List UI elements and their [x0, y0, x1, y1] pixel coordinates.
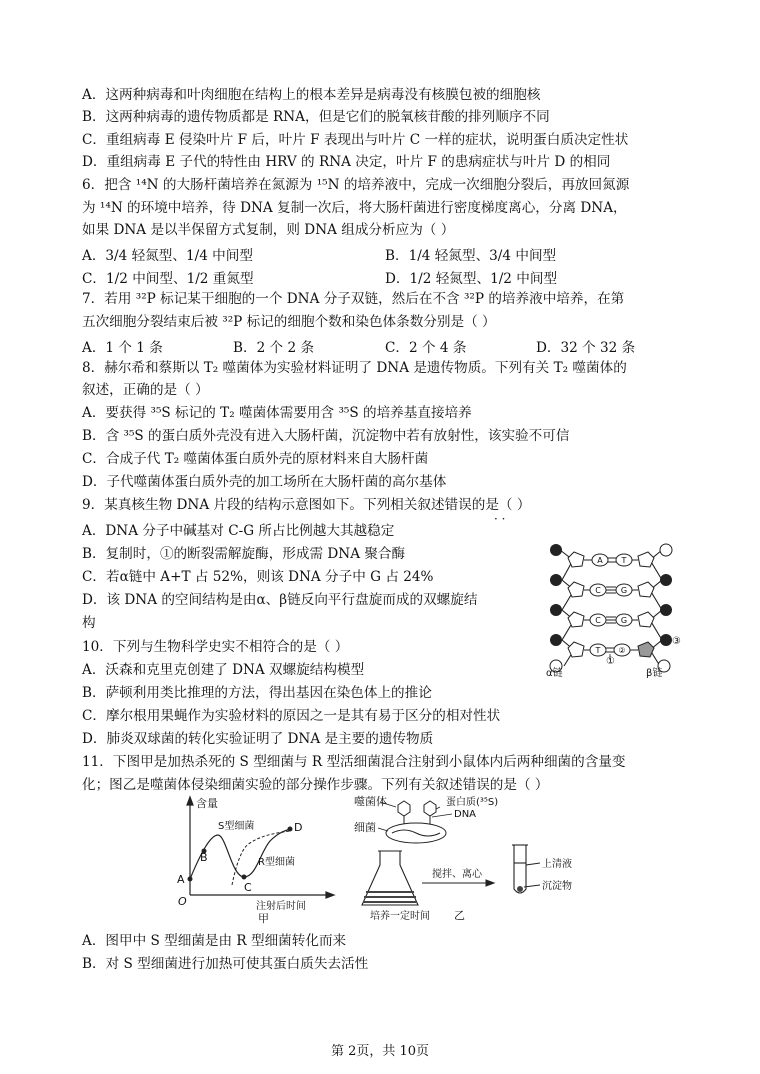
q8-stem-line2: 叙述，正确的是（ ）	[82, 382, 209, 398]
q9-option-d-line1: D．该 DNA 的空间结构是由α、β链反向平行盘旋而成的双螺旋结	[82, 592, 478, 608]
jia-ylabel: 含量	[196, 797, 218, 810]
q11-stem-line2: 化；图乙是噬菌体侵染细菌实验的部分操作步骤。下列有关叙述错误的是（ ）	[82, 777, 549, 793]
q11-option-a: A．图甲中 S 型细菌是由 R 型细菌转化而来	[82, 933, 347, 949]
label-2: ②	[618, 646, 626, 655]
q9-option-a: A．DNA 分子中碱基对 C-G 所占比例越大其越稳定	[82, 523, 395, 539]
q8-option-a: A．要获得 ³⁵S 标记的 T₂ 噬菌体需要用含 ³⁵S 的培养基直接培养	[82, 405, 472, 421]
figure-yi-phage-experiment	[340, 793, 630, 929]
q6-option-c: C．1/2 中间型、1/2 重氮型	[82, 271, 254, 287]
beta-strand-label: β链	[646, 668, 663, 679]
q8-option-d: D．子代噬菌体蛋白质外壳的加工场所在大肠杆菌的高尔基体	[82, 474, 447, 490]
base-pair-2-right: G	[620, 586, 628, 595]
jia-point-c: C	[244, 881, 252, 894]
yi-phage-label: 噬菌体	[354, 795, 387, 808]
yi-protein-label: 蛋白质(³⁵S)	[446, 797, 499, 808]
page-footer: 第 2页，共 10页	[330, 1044, 430, 1059]
q11-stem-line1: 11．下图甲是加热杀死的 S 型细菌与 R 型活细菌混合注射到小鼠体内后两种细菌的含量变	[82, 754, 626, 770]
yi-dna-label: DNA	[454, 809, 477, 820]
q6-option-a: A．3/4 轻氮型、1/4 中间型	[82, 248, 253, 264]
q8-option-b: B．含 ³⁵S 的蛋白质外壳没有进入大肠杆菌，沉淀物中若有放射性，该实验不可信	[82, 428, 570, 444]
dna-structure-diagram	[538, 538, 688, 680]
jia-xlabel: 注射后时间	[256, 901, 306, 912]
phage-icon-2	[424, 801, 436, 816]
yi-caption: 乙	[454, 909, 465, 922]
q8-option-c: C．合成子代 T₂ 噬菌体蛋白质外壳的原材料来自大肠杆菌	[82, 451, 429, 467]
q11-option-b: B．对 S 型细菌进行加热可使其蛋白质失去活性	[82, 956, 369, 972]
figure-jia-bacteria-graph	[170, 795, 340, 927]
q5-option-c: C．重组病毒 E 侵染叶片 F 后，叶片 F 表现出与叶片 C 一样的症状，说明蛋白质决定性状	[82, 132, 629, 148]
base-pair-1-right: T	[621, 556, 627, 565]
yi-culture-label: 培养一定时间	[370, 911, 430, 922]
q10-stem: 10．下列与生物科学史实不相符合的是（ ）	[82, 639, 349, 655]
base-pair-3-right: G	[620, 616, 628, 625]
q10-option-a: A．沃森和克里克创建了 DNA 双螺旋结构模型	[82, 662, 365, 678]
emphasis-dots: · ·	[494, 512, 506, 526]
jia-origin: O	[178, 895, 187, 908]
label-3: ③	[672, 636, 681, 647]
q9-option-c: C．若α链中 A+T 占 52%，则该 DNA 分子中 G 占 24%	[82, 569, 434, 585]
phage-icon	[398, 801, 410, 816]
base-pair-1-left: A	[597, 556, 603, 565]
q5-option-a: A．这两种病毒和叶肉细胞在结构上的根本差异是病毒没有核膜包被的细胞核	[82, 87, 541, 103]
q9-stem: 9．某真核生物 DNA 片段的结构示意图如下。下列相关叙述错误的是（ ）	[82, 497, 531, 513]
q6-stem-line3: 如果 DNA 是以半保留方式复制，则 DNA 组成分析应为（ ）	[82, 222, 455, 238]
q7-option-a: A．1 个 1 条	[82, 340, 163, 356]
base-pair-4-left: T	[595, 646, 601, 655]
q6-option-b: B．1/4 轻氮型、3/4 中间型	[385, 248, 557, 264]
base-pair-2-left: C	[595, 586, 601, 595]
q6-option-d: D．1/2 轻氮型、1/2 中间型	[385, 271, 558, 287]
q9-option-b: B．复制时，①的断裂需解旋酶，形成需 DNA 聚合酶	[82, 546, 406, 562]
q5-option-b: B．这两种病毒的遗传物质都是 RNA，但是它们的脱氧核苷酸的排列顺序不同	[82, 109, 550, 125]
q7-option-c: C．2 个 4 条	[385, 340, 467, 356]
q10-option-c: C．摩尔根用果蝇作为实验材料的原因之一是其有易于区分的相对性状	[82, 708, 501, 724]
q10-option-b: B．萨顿利用类比推理的方法，得出基因在染色体上的推论	[82, 685, 432, 701]
jia-caption: 甲	[258, 912, 269, 925]
yi-sediment-label: 沉淀物	[542, 881, 572, 892]
q9-option-d-line2: 构	[82, 615, 96, 631]
q6-stem-line2: 为 ¹⁴N 的环境中培养，待 DNA 复制一次后，将大肠杆菌进行密度梯度离心，分离 DNA，	[82, 200, 627, 216]
jia-point-a: A	[177, 873, 185, 886]
jia-r-label: R型细菌	[258, 857, 295, 868]
label-1: ①	[606, 656, 615, 667]
yi-supernatant-label: 上清液	[542, 859, 572, 870]
jia-point-b: B	[200, 851, 208, 864]
q8-stem-line1: 8．赫尔希和蔡斯以 T₂ 噬菌体为实验材料证明了 DNA 是遗传物质。下列有关 T₂ 噬菌体的	[82, 360, 627, 376]
q5-option-d: D．重组病毒 E 子代的特性由 HRV 的 RNA 决定，叶片 F 的患病症状与叶片 D 的相同	[82, 154, 611, 170]
q7-option-b: B．2 个 2 条	[233, 340, 315, 356]
alpha-strand-label: α链	[546, 668, 563, 679]
yi-bacteria-label: 细菌	[354, 821, 376, 834]
jia-s-label: S型细菌	[218, 821, 255, 832]
jia-point-d: D	[294, 821, 303, 834]
q6-stem-line1: 6．把含 ¹⁴N 的大肠杆菌培养在氮源为 ¹⁵N 的培养液中，完成一次细胞分裂后，再放回氮源	[82, 177, 630, 193]
q7-stem-line2: 五次细胞分裂结束后被 ³²P 标记的细胞个数和染色体条数分别是（ ）	[82, 314, 496, 330]
q7-stem-line1: 7．若用 ³²P 标记某干细胞的一个 DNA 分子双链，然后在不含 ³²P 的培养液中培养，在第	[82, 291, 625, 307]
q7-option-d: D．32 个 32 条	[536, 340, 636, 356]
q10-option-d: D．肺炎双球菌的转化实验证明了 DNA 是主要的遗传物质	[82, 731, 434, 747]
test-tube-icon	[514, 845, 526, 893]
base-pair-3-left: C	[595, 616, 601, 625]
yi-stir-label: 搅拌、离心	[432, 869, 482, 880]
